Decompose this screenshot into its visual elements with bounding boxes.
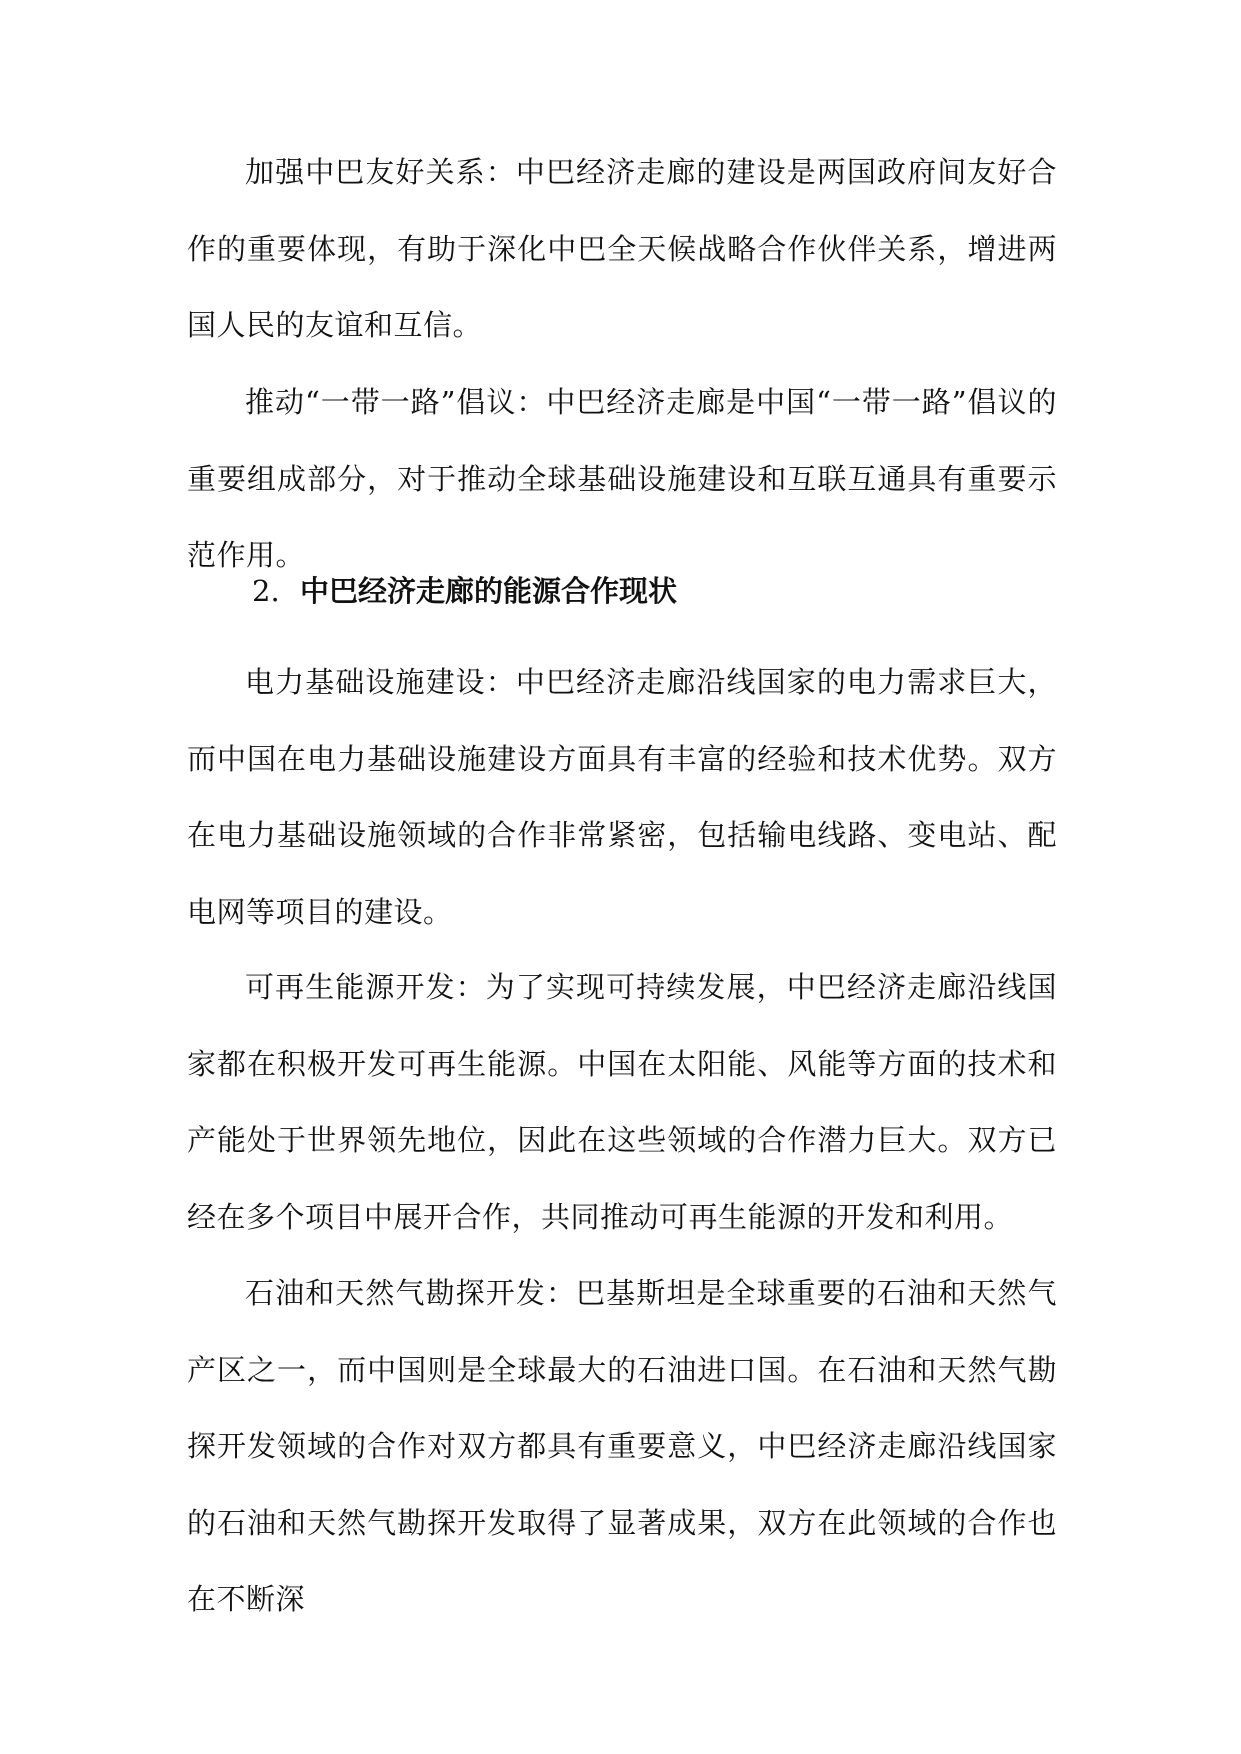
section-number: 2.	[252, 574, 280, 608]
section-heading	[252, 571, 1052, 611]
paragraph-friendship: 加强中巴友好关系：中巴经济走廊的建设是两国政府间友好合作的重要体现，有助于深化中巴全天候战略合作伙伴关系，增进两国人民的友谊和互信。	[187, 155, 1057, 342]
paragraph-belt-road: 推动“一带一路”倡议：中巴经济走廊是中国“一带一路”倡议的重要组成部分，对于推动全球基础设施建设和互联互通具有重要示范作用。	[187, 385, 1057, 572]
section-title: 中巴经济走廊的能源合作现状	[300, 574, 678, 608]
paragraph-power-infrastructure: 电力基础设施建设：中巴经济走廊沿线国家的电力需求巨大，而中国在电力基础设施建设方面具有丰富的经验和技术优势。双方在电力基础设施领域的合作非常紧密，包括输电线路、变电站、配电网等项目的建设。	[187, 665, 1057, 929]
paragraph-oil-gas: 石油和天然气勘探开发：巴基斯坦是全球重要的石油和天然气产区之一，而中国则是全球最大的石油进口国。在石油和天然气勘探开发领域的合作对双方都具有重要意义，中巴经济走廊沿线国家的石油和天然气勘探开发取得了显著成果，双方在此领域的合作也在不断深	[187, 1276, 1057, 1616]
paragraph-renewable-energy: 可再生能源开发：为了实现可持续发展，中巴经济走廊沿线国家都在积极开发可再生能源。中国在太阳能、风能等方面的技术和产能处于世界领先地位，因此在这些领域的合作潜力巨大。双方已经在多个项目中展开合作，共同推动可再生能源的开发和利用。	[187, 970, 1057, 1234]
